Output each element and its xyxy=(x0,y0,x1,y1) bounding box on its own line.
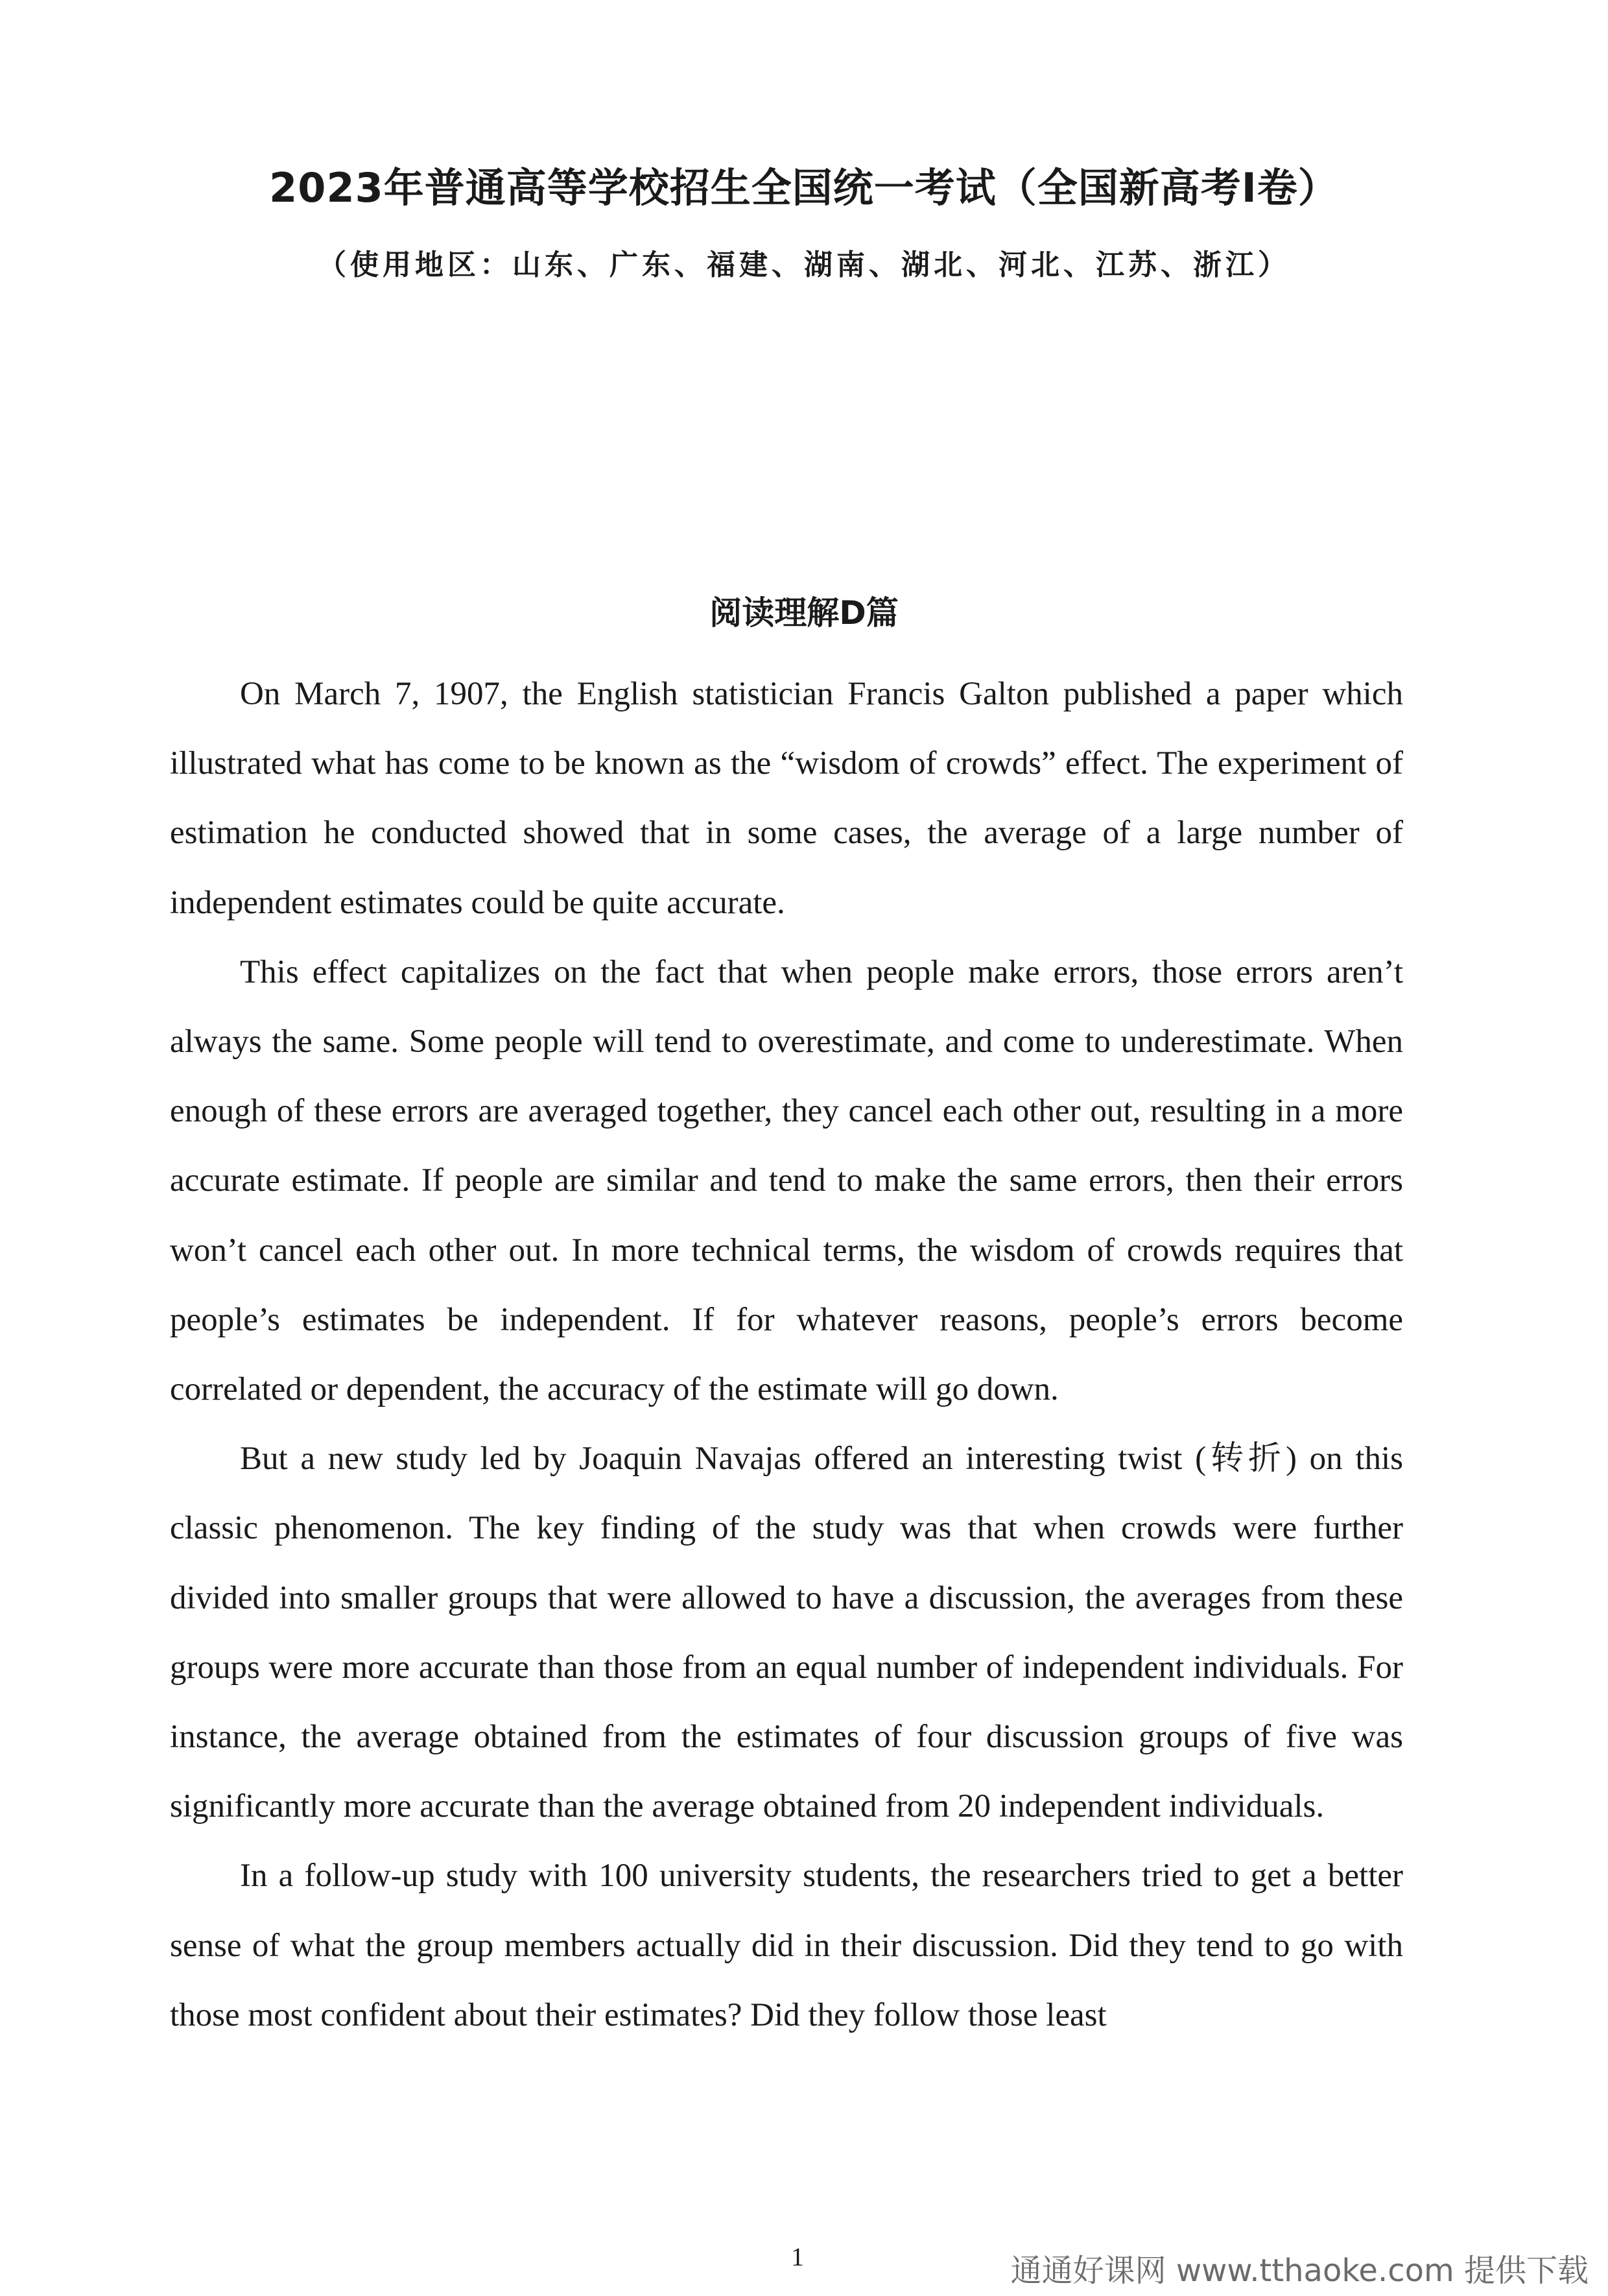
watermark-text: 通通好课网 www.tthaoke.com 提供下载 xyxy=(1010,2253,1589,2289)
passage-paragraph-4: In a follow-up study with 100 university students, the researchers tried to get a better sense of what the group members actually did in their discussion. Did they tend to go with those most confident about their estimates? Did they follow those least xyxy=(170,1858,1403,2033)
passage-paragraph-1: On March 7, 1907, the English statistician Francis Galton published a paper which illustrated what has come to be known as the “wisdom of crowds” effect. The experiment of estimation he conducted showed that in some cases, the average of a large number of independent estimates could be quite accurate. xyxy=(170,676,1403,921)
reading-passage xyxy=(170,660,1403,2050)
passage-paragraph-3: But a new study led by Joaquin Navajas offered an interesting twist (转折) on this classic phenomenon. The key finding of the study was that when crowds were further divided into smaller groups that were allowed to have a discussion, the averages from these groups were more accurate than those from an equal number of independent individuals. For instance, the average obtained from the estimates of four discussion groups of five was significantly more accurate than the average obtained from 20 independent individuals. xyxy=(170,1441,1403,1825)
exam-region-note: （使用地区：山东、广东、福建、湖南、湖北、河北、江苏、浙江） xyxy=(318,248,1290,281)
passage-paragraph-2: This effect capitalizes on the fact that when people make errors, those errors aren’t always the same. Some people will tend to overestimate, and come to underestimate. When enough of these errors are averaged together, they cancel each other out, resulting in a more accurate estimate. If people are similar and tend to make the same errors, then their errors won’t cancel each other out. In more technical terms, the wisdom of crowds requires that people’s estimates be independent. If for whatever reasons, people’s errors become correlated or dependent, the accuracy of the estimate will go down. xyxy=(170,953,1403,1408)
exam-title: 2023年普通高等学校招生全国统一考试（全国新高考I卷） xyxy=(269,164,1339,211)
page-number: 1 xyxy=(791,2242,804,2271)
section-heading: 阅读理解D篇 xyxy=(709,594,899,632)
